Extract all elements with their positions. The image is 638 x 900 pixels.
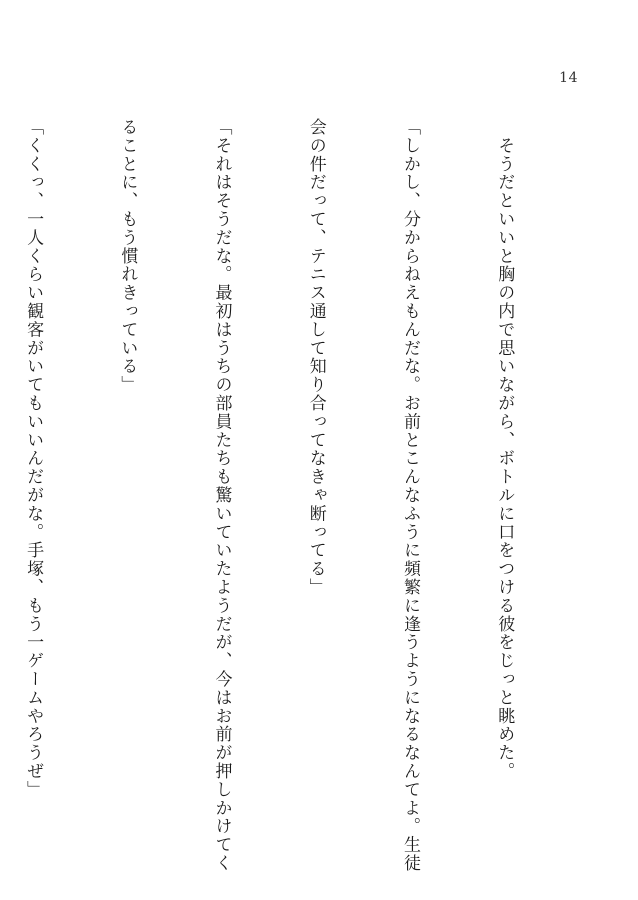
text-line: 「それはそうだな。最初はうちの部員たちも驚いていたようだが、今はお前が押しかけてく [211, 118, 232, 873]
text-line: 「しかし、分からねえもんだな。お前とこんなふうに頻繁に逢うようになるなんてよ。生徒 [399, 118, 420, 873]
text-line: 「くくっ、一人くらい観客がいてもいいんだがな。手塚、もう一ゲームやろうぜ」 [23, 118, 44, 799]
vertical-text-body [0, 118, 582, 873]
text-line: そうだといいと胸の内で思いながら、ボトルに口をつける彼をじっと眺めた。 [494, 118, 515, 781]
text-line: ることに、もう慣れきっている」 [117, 118, 138, 394]
page-number: 14 [559, 70, 578, 86]
text-line: 会の件だって、テニス通して知り合ってなきゃ断ってる」 [305, 118, 326, 597]
